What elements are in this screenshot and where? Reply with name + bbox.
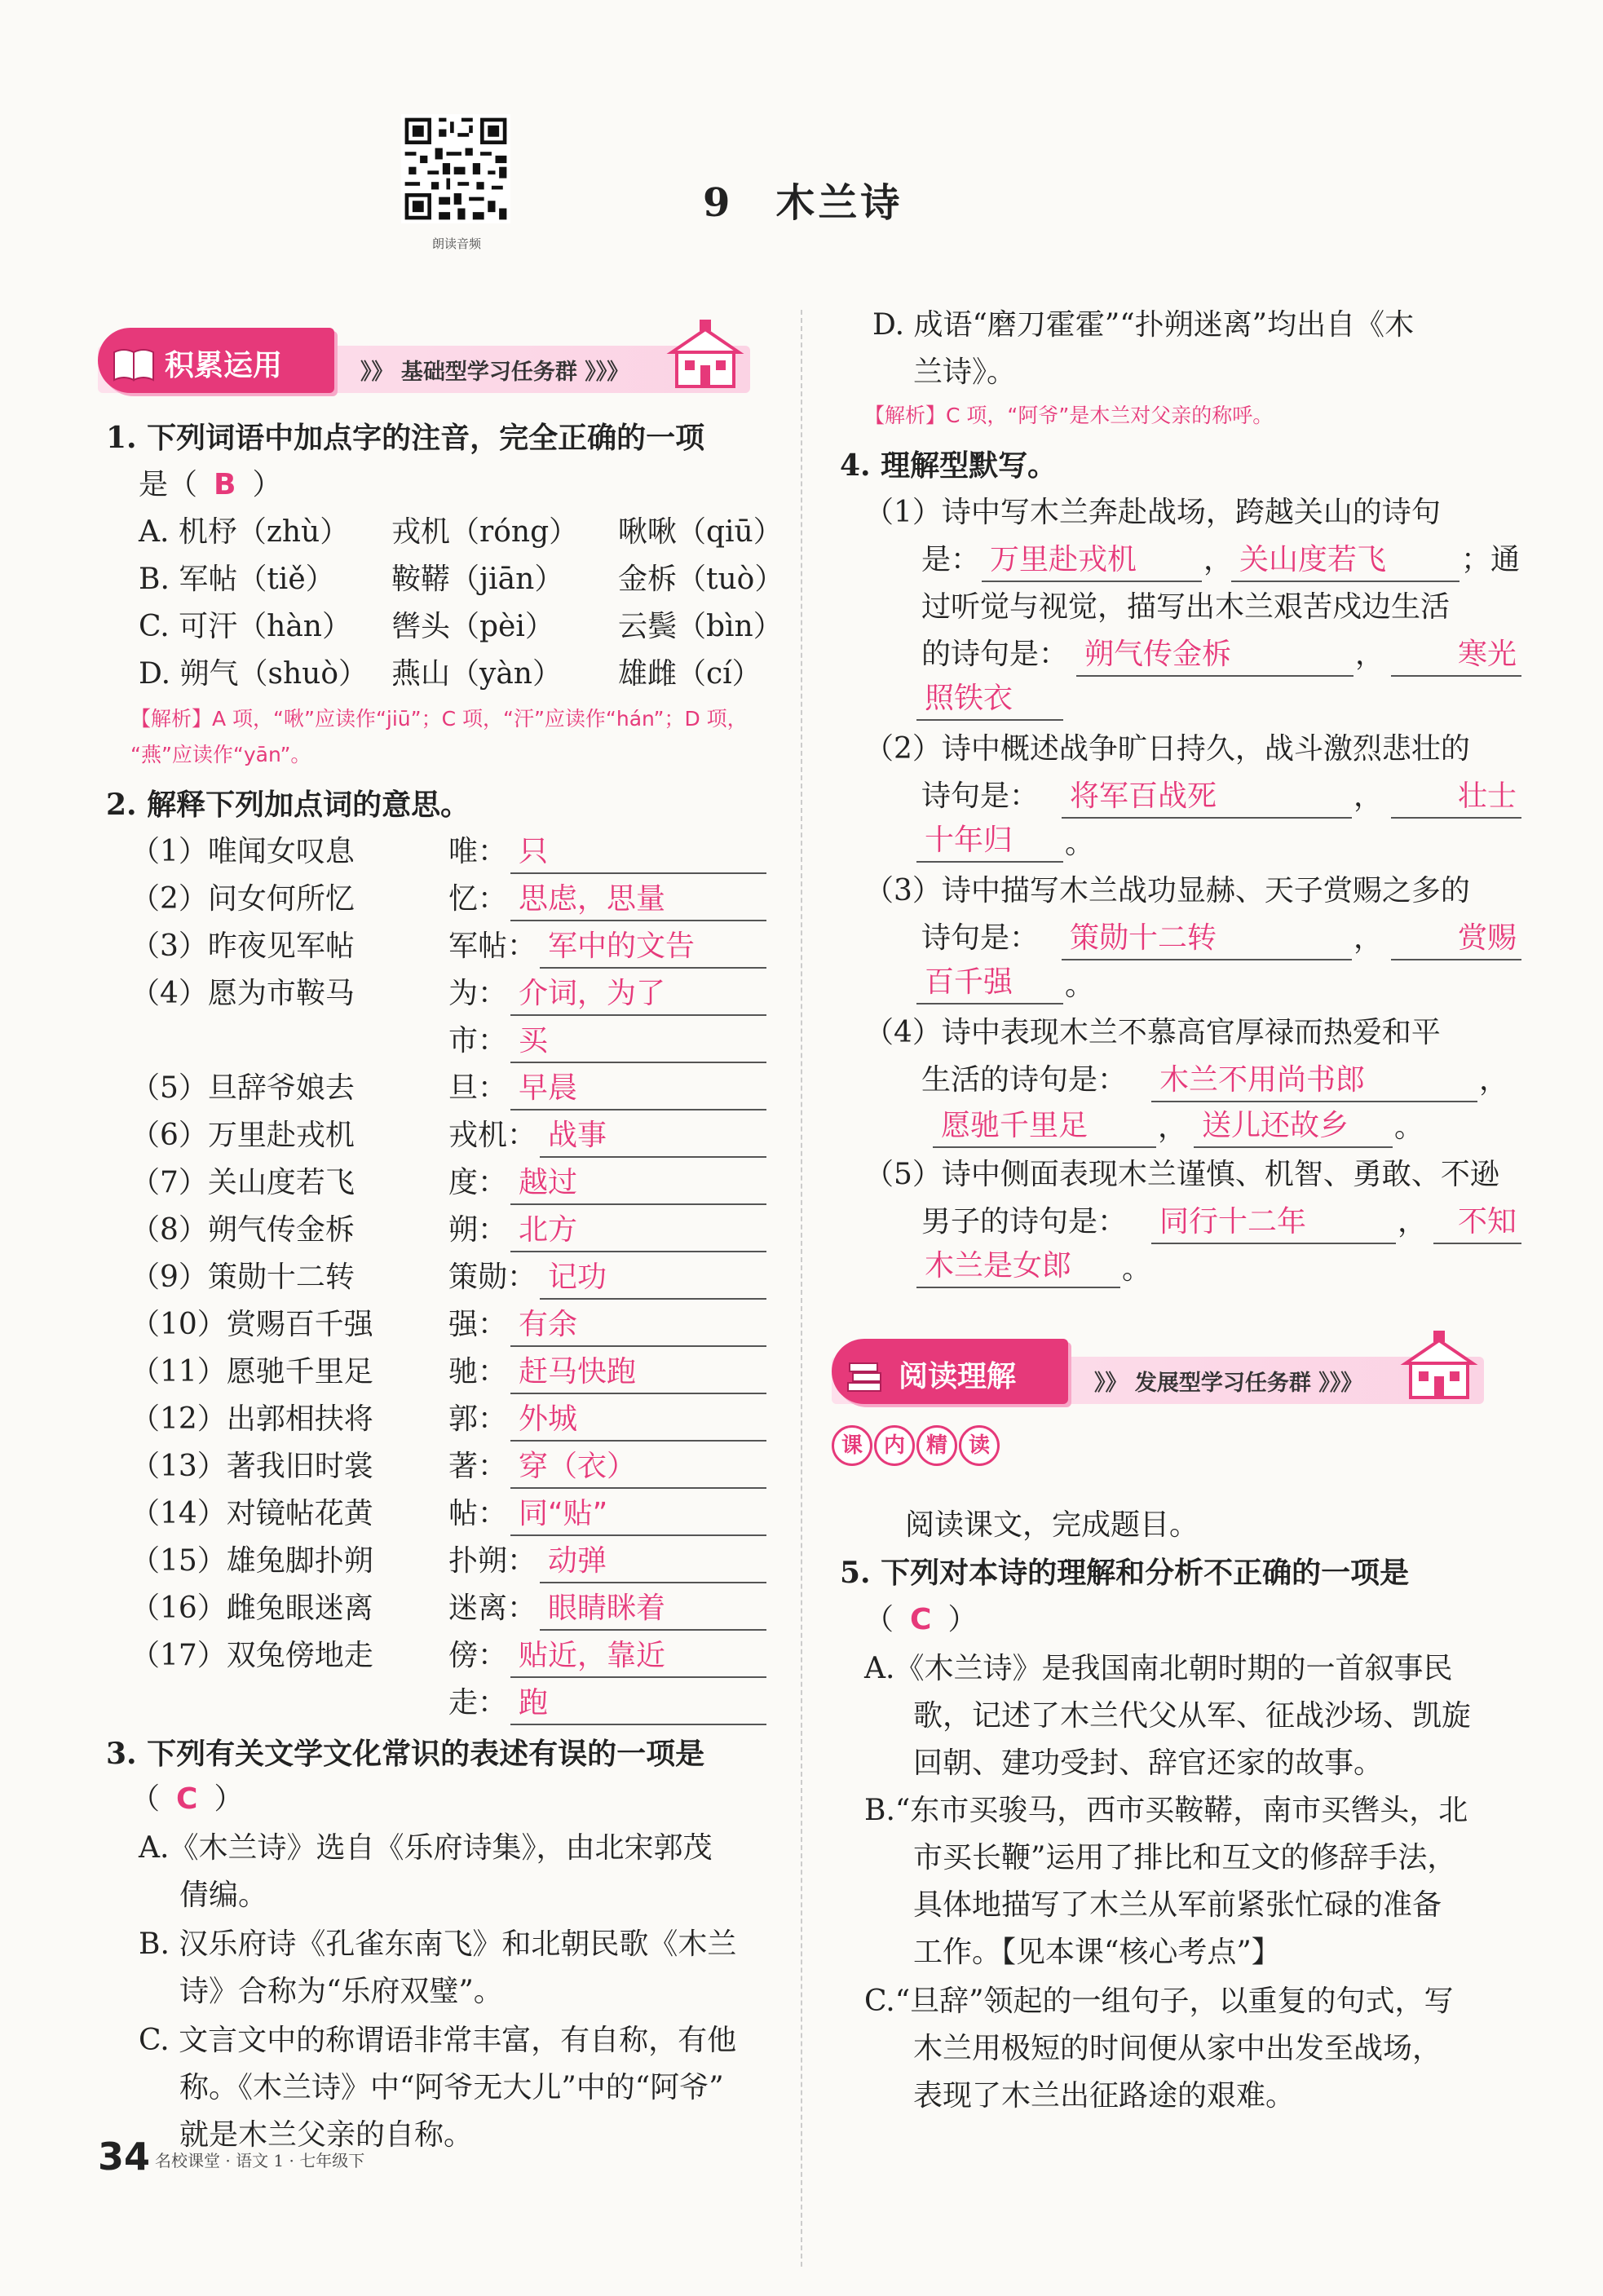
q1-paren-close: ） <box>252 468 282 501</box>
q3-line-5: C. 文言文中的称谓语非常丰富，有自称，有他 <box>139 2024 737 2057</box>
q3-line-2: 倩编。 <box>179 1879 268 1912</box>
q4-period-4: 。 <box>1122 1252 1152 1286</box>
reading-intro: 阅读课文，完成题目。 <box>905 1508 1199 1542</box>
q2-answer: 买 <box>510 1021 766 1063</box>
q4-answer-13b: 木兰是女郎 <box>916 1246 1120 1288</box>
q5-line-6: 具体地描写了木兰从军前紧张忙碌的准备 <box>913 1888 1442 1922</box>
q2-phrase: （17）双兔傍地走 <box>130 1639 373 1672</box>
q5-line-7: 工作。【见本课“核心考点”】 <box>913 1936 1281 1969</box>
q2-phrase: （16）雌兔眼迷离 <box>130 1592 373 1625</box>
banner-tag-text: 积累运用 <box>165 349 283 382</box>
q1-explanation-line2: “燕”应读作“yān”。 <box>130 743 311 766</box>
banner-subtitle: 》》 发展型学习任务群 》》》 <box>1094 1371 1363 1396</box>
q2-answer: 思虑，思量 <box>510 879 766 921</box>
q2-stem: 2. 解释下列加点词的意思。 <box>106 788 470 822</box>
q1-option-c2: 辔头（pèi） <box>391 610 554 643</box>
q2-answer: 只 <box>510 832 766 874</box>
q4-3-line1: （3）诗中描写木兰战功显赫、天子赏赐之多的 <box>864 874 1470 907</box>
q3-line-3: B. 汉乐府诗《孔雀东南飞》和北朝民歌《木兰 <box>139 1927 737 1961</box>
q5-line-2: 歌，记述了木兰代父从军、征战沙场、凯旋 <box>913 1699 1472 1733</box>
q1-option-c1: C. 可汗（hàn） <box>139 610 351 643</box>
q2-phrase: （8）朔气传金柝 <box>130 1213 355 1247</box>
q2-key: 朔： <box>448 1213 508 1247</box>
q2-key: 唯： <box>448 835 508 868</box>
q2-key: 扑朔： <box>448 1544 537 1578</box>
q4-answer-10: 愿驰千里足 <box>933 1106 1156 1148</box>
q2-answer: 军中的文告 <box>540 926 766 969</box>
column-divider <box>801 310 802 2267</box>
section-label-char: 内 <box>874 1425 915 1466</box>
q4-comma-6: ， <box>1158 1110 1188 1144</box>
q4-comma-4: ， <box>1353 921 1384 955</box>
banner-subtitle: 》》 基础型学习任务群 》》》 <box>360 360 629 385</box>
q4-5-label: 男子的诗句是： <box>921 1205 1128 1239</box>
q4-comma-3: ， <box>1353 779 1384 813</box>
q4-1-line1: （1）诗中写木兰奔赴战场，跨越关山的诗句 <box>864 496 1441 529</box>
q4-answer-8: 赏赐 <box>1391 918 1521 960</box>
q1-option-a1: A. 机杼（zhù） <box>139 515 350 549</box>
page-number: 34 <box>98 2135 151 2179</box>
q2-answer: 跑 <box>510 1683 766 1725</box>
q4-answer-5: 将军百战死 <box>1062 776 1352 819</box>
q3-explanation: 【解析】C 项，“阿爷”是木兰对父亲的称呼。 <box>864 404 1274 427</box>
page-title: 9 木兰诗 <box>703 180 903 226</box>
q5-paren-open: （ <box>864 1603 894 1636</box>
section-label-kenei-jingdu <box>832 1425 1001 1474</box>
banner-tag <box>98 328 334 393</box>
q2-phrase: （14）对镜帖花黄 <box>130 1497 373 1530</box>
q2-answer: 有余 <box>510 1305 766 1347</box>
q4-answer-1: 万里赴戎机 <box>982 540 1202 582</box>
q3-stem: 3. 下列有关文学文化常识的表述有误的一项是 <box>106 1737 705 1771</box>
q2-answer: 同“贴” <box>510 1494 766 1536</box>
banner-tag-text: 阅读理解 <box>899 1360 1017 1393</box>
q2-answer: 早晨 <box>510 1068 766 1110</box>
q3-line-7: 就是木兰父亲的自称。 <box>179 2118 474 2152</box>
q2-answer: 北方 <box>510 1210 766 1252</box>
q2-phrase: （6）万里赴戎机 <box>130 1119 355 1152</box>
q4-answer-9: 木兰不用尚书郎 <box>1151 1060 1477 1102</box>
q5-line-5: 市买长鞭”运用了排比和互文的修辞手法， <box>913 1841 1457 1874</box>
q2-answer: 动弹 <box>540 1541 766 1583</box>
q2-answer: 外城 <box>510 1399 766 1442</box>
q2-phrase: （5）旦辞爷娘去 <box>130 1071 355 1105</box>
q5-answer: C <box>910 1603 932 1636</box>
q1-option-d3: 雄雌（cí） <box>618 657 762 691</box>
q1-answer: B <box>214 468 236 501</box>
section-label-char: 精 <box>916 1425 957 1466</box>
q3-paren <box>130 1779 243 1820</box>
q2-phrase: （11）愿驰千里足 <box>130 1355 373 1389</box>
q2-phrase: （4）愿为市鞍马 <box>130 977 355 1010</box>
q2-key: 忆： <box>448 882 508 916</box>
q3-paren-open: （ <box>130 1782 161 1816</box>
q3-line-4: 诗》合称为“乐府双璧”。 <box>179 1975 503 2008</box>
q4-period-3: 。 <box>1394 1110 1424 1144</box>
q5-line-3: 回朝、建功受封、辞官还家的故事。 <box>913 1746 1384 1780</box>
q2-answer: 介词，为了 <box>510 974 766 1016</box>
footer-text: 名校课堂 · 语文 1 · 七年级下 <box>155 2151 365 2170</box>
banner-jilei <box>98 323 750 401</box>
section-label-char: 读 <box>959 1425 1000 1466</box>
q1-option-d1: D. 朔气（shuò） <box>139 657 368 691</box>
q2-answer: 眼睛眯着 <box>540 1588 766 1631</box>
q2-key: 走： <box>448 1686 508 1720</box>
q2-key: 策勋： <box>448 1261 537 1294</box>
q2-answer: 穿（衣） <box>510 1446 766 1489</box>
q4-answer-3: 朔气传金柝 <box>1076 634 1353 677</box>
q4-answer-6: 壮士 <box>1391 776 1521 819</box>
q5-line-10: 表现了木兰出征路途的艰难。 <box>913 2079 1296 2113</box>
qr-code <box>401 114 510 223</box>
q2-key: 为： <box>448 977 508 1010</box>
q4-4-label: 生活的诗句是： <box>921 1063 1128 1097</box>
section-label-char: 课 <box>832 1425 872 1466</box>
q4-1-line3: 过听觉与视觉，描写出木兰艰苦戍边生活 <box>921 590 1451 624</box>
q4-2-line1: （2）诗中概述战争旷日持久，战斗激烈悲壮的 <box>864 732 1470 766</box>
q4-answer-4b: 照铁衣 <box>916 678 1063 721</box>
q4-answer-13: 不知 <box>1433 1202 1521 1244</box>
q4-4-line1: （4）诗中表现木兰不慕高官厚禄而热爱和平 <box>864 1016 1441 1049</box>
q3-option-d-line1: D. 成语“磨刀霍霍”“扑朔迷离”均出自《木 <box>872 308 1415 342</box>
q2-phrase: （15）雄兔脚扑朔 <box>130 1544 373 1578</box>
q3-line-1: A.《木兰诗》选自《乐府诗集》，由北宋郭茂 <box>139 1831 713 1865</box>
q2-phrase: （7）关山度若飞 <box>130 1166 355 1199</box>
q4-5-line1: （5）诗中侧面表现木兰谨慎、机智、勇敢、不逊 <box>864 1158 1499 1191</box>
q2-answer: 赶马快跑 <box>510 1352 766 1394</box>
q2-phrase: （2）问女何所忆 <box>130 882 355 916</box>
q2-key: 军帖： <box>448 929 537 963</box>
q4-1-semicolon: ；通 <box>1461 543 1521 576</box>
q1-stem-line2 <box>139 465 281 506</box>
q1-option-b3: 金柝（tuò） <box>618 563 784 596</box>
q3-line-6: 称。《木兰诗》中“阿爷无大儿”中的“阿爷” <box>179 2071 724 2104</box>
q2-key: 强： <box>448 1308 508 1341</box>
q4-answer-2: 关山度若飞 <box>1231 540 1459 582</box>
q4-stem: 4. 理解型默写。 <box>840 448 1058 483</box>
q2-key: 迷离： <box>448 1592 537 1625</box>
q4-3-label: 诗句是： <box>921 921 1040 955</box>
q2-answer: 越过 <box>510 1163 766 1205</box>
q4-answer-6b: 十年归 <box>916 820 1063 863</box>
q4-comma-5: ， <box>1479 1063 1509 1097</box>
q2-key: 旦： <box>448 1071 508 1105</box>
q3-option-d-line2: 兰诗》。 <box>913 355 1017 389</box>
q4-answer-8b: 百千强 <box>916 962 1063 1004</box>
q1-explanation-line1: 【解析】A 项，“啾”应读作“jiū”；C 项，“汗”应读作“hán”；D 项， <box>130 707 748 731</box>
q2-key: 帖： <box>448 1497 508 1530</box>
q2-phrase: （12）出郭相扶将 <box>130 1402 373 1436</box>
q4-period-1: 。 <box>1065 827 1095 860</box>
q2-key: 著： <box>448 1450 508 1483</box>
school-house-icon <box>1394 1326 1484 1404</box>
q2-key: 度： <box>448 1166 508 1199</box>
q4-answer-11: 送儿还故乡 <box>1194 1106 1393 1148</box>
q4-1-label2: 的诗句是： <box>921 638 1069 671</box>
q5-paren-close: ） <box>947 1603 978 1636</box>
q1-option-c3: 云鬓（bìn） <box>618 610 783 643</box>
q2-phrase: （3）昨夜见军帖 <box>130 929 355 963</box>
q2-key: 傍： <box>448 1639 508 1672</box>
q1-option-b2: 鞍鞯（jiān） <box>391 563 564 596</box>
q4-comma-7: ， <box>1398 1205 1428 1239</box>
q2-answer: 记功 <box>540 1257 766 1300</box>
q5-stem: 5. 下列对本诗的理解和分析不正确的一项是 <box>840 1556 1410 1590</box>
q4-answer-12: 同行十二年 <box>1151 1202 1396 1244</box>
q3-paren-close: ） <box>214 1782 244 1816</box>
q4-comma-2: ， <box>1355 638 1385 671</box>
qr-caption: 朗读音频 <box>431 236 481 251</box>
q3-answer: C <box>176 1782 198 1816</box>
q2-phrase: （10）赏赐百千强 <box>130 1308 373 1341</box>
book-icon <box>111 346 157 383</box>
q1-option-a3: 啾啾（qiū） <box>618 515 783 549</box>
q5-line-9: 木兰用极短的时间便从家中出发至战场， <box>913 2032 1442 2065</box>
q5-line-4: B.“东市买骏马，西市买鞍鞯，南市买辔头，北 <box>864 1794 1468 1827</box>
q4-comma-1: ， <box>1203 543 1234 576</box>
q2-key: 驰： <box>448 1355 508 1389</box>
q4-1-label: 是： <box>921 543 981 576</box>
q2-key: 戎机： <box>448 1119 537 1152</box>
banner-tag <box>832 1339 1068 1404</box>
q4-2-label: 诗句是： <box>921 779 1040 813</box>
q5-paren <box>864 1600 977 1640</box>
q5-line-8: C.“旦辞”领起的一组句子，以重复的句式，写 <box>864 1985 1454 2018</box>
q5-line-1: A.《木兰诗》是我国南北朝时期的一首叙事民 <box>864 1652 1453 1685</box>
q1-option-a2: 戎机（róng） <box>391 515 579 549</box>
q2-phrase: （1）唯闻女叹息 <box>130 835 355 868</box>
q2-phrase: （13）著我旧时裳 <box>130 1450 373 1483</box>
q2-answer: 战事 <box>540 1115 766 1158</box>
q1-option-b1: B. 军帖（tiě） <box>139 563 335 596</box>
q2-phrase: （9）策勋十二转 <box>130 1261 355 1294</box>
school-house-icon <box>660 315 750 393</box>
q1-stem-line1: 1. 下列词语中加点字的注音，完全正确的一项 <box>106 421 705 455</box>
book-stack-icon <box>845 1357 890 1394</box>
q2-answer: 贴近，靠近 <box>510 1636 766 1678</box>
q4-period-2: 。 <box>1065 969 1095 1002</box>
q2-key: 郭： <box>448 1402 508 1436</box>
banner-yuedu <box>832 1334 1484 1412</box>
q4-answer-4: 寒光 <box>1391 634 1521 677</box>
q2-key: 市： <box>448 1024 508 1057</box>
q1-paren-open: 是（ <box>139 468 198 501</box>
q1-option-d2: 燕山（yàn） <box>391 657 562 691</box>
q4-answer-7: 策勋十二转 <box>1062 918 1352 960</box>
